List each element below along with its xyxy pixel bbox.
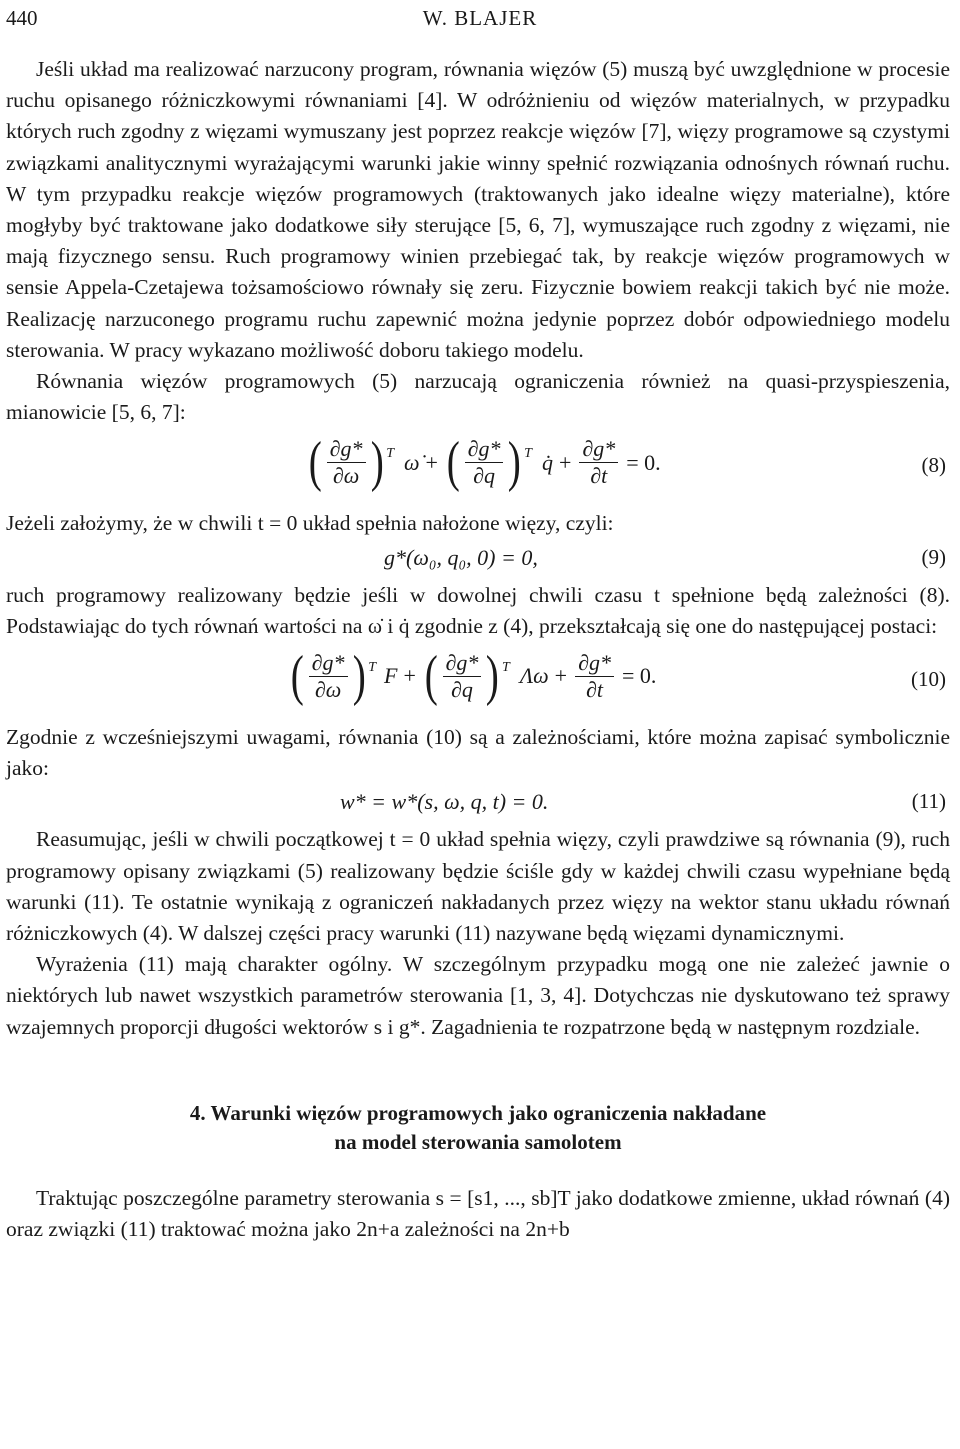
eq8-num3: ∂g* (579, 436, 618, 463)
eq8-den3: ∂t (590, 462, 608, 488)
equation-11 (6, 784, 950, 824)
running-header (6, 6, 954, 36)
equation-10-number: (10) (911, 667, 946, 692)
eq10-var2: Λω (519, 663, 549, 689)
eq10-den3: ∂t (586, 676, 604, 702)
eq8-var2: q̇ (541, 449, 553, 475)
eq10-num3: ∂g* (575, 650, 614, 677)
eq10-den1: ∂ω (314, 676, 342, 702)
section-heading (6, 1099, 950, 1157)
equation-10 (6, 642, 950, 722)
eq8-exp2: T (524, 446, 532, 462)
equation-9-number: (9) (921, 544, 946, 569)
eq8-rhs: = 0. (626, 449, 661, 475)
eq8-plus2: + (558, 449, 572, 475)
eq8-num2: ∂g* (465, 436, 504, 463)
equation-8 (6, 428, 950, 508)
eq10-plus1: + (403, 663, 416, 689)
paragraph-6: Reasumując, jeśli w chwili początkowej t = 0 układ spełnia więzy, czyli prawdziwe są równania (9), ruch programowy opisany związkami (5) realizowany będzie ściśle gdy w każdej chwili czasu wypełniane będą warunki (11). Te ostatnie wynikają z ograniczeń nakładanych przez więzy na wektor stanu układu równań różniczkowych (4). W dalszej części pracy warunki (11) nazywane będą więzami dynamicznymi. (6, 827, 950, 946)
eq10-var1: F (383, 663, 398, 689)
page-number: 440 (6, 6, 38, 30)
section-heading-line-1: 4. Warunki więzów programowych jako ograniczenia nakładane (189, 1100, 767, 1125)
eq10-num1: ∂g* (309, 650, 348, 677)
eq8-var1: ω̇ (403, 449, 420, 475)
paragraph-1: Jeśli układ ma realizować narzucony program, równania więzów (5) muszą być uwzględnione w procesie ruchu opisanego różniczkowymi równaniami [4]. W odróżnieniu od więzów materialnych, w przypadku których ruch zgodny z więzami wymuszany jest poprzez reakcje więzów [7], więzy programowe są czystymi związkami analitycznymi wyrażającymi warunki jakie winny spełnić rozwiązania odnośnych równań ruchu. W tym przypadku reakcje więzów programowych (traktowanych jako idealne więzy materialne), które mogłyby być traktowane jako dodatkowe siły sterujące [5, 6, 7], wymuszające ruch zgodny z więzami, nie mają fizycznego sensu. Ruch programowy winien przebiegać tak, by reakcje więzów programowych w sensie Appela-Czetajewa tożsamościowo równały się zeru. Fizycznie bowiem reakcji takich być nie może. Realizację narzuconego programu ruchu zapewnić można jedynie poprzez dobór odpowiedniego modelu sterowania. W pracy wykazano możliwość doboru takiego modelu. (6, 57, 950, 362)
equation-8-number: (8) (921, 453, 946, 478)
equation-11-body: w* = w*(s, ω, q, t) = 0. (340, 789, 549, 815)
section-heading-line-2: na model sterowania samolotem (334, 1129, 622, 1154)
eq10-den2: ∂q (451, 676, 473, 702)
equation-10-body: ( $\frac{\partial g*}{\partial\omega}$ ) T F + ( $\frac{\partial g*}{\partial q}$ ) T Λω + $\frac{\partial g*}{\partial t}$ = 0. (290, 645, 657, 708)
running-head-author: W. BLAJER (422, 6, 538, 30)
paragraph-3: Jeżeli założymy, że w chwili t = 0 układ spełnia nałożone więzy, czyli: (6, 511, 614, 536)
paragraph-8: Traktując poszczególne parametry sterowania s = [s1, ..., sb]T jako dodatkowe zmienne, układ równań (4) oraz związki (11) traktować można jako 2n+a zależności na 2n+b (6, 1185, 950, 1242)
eq10-rhs: = 0. (621, 663, 657, 689)
equation-9 (6, 540, 950, 580)
eq8-plus1: + (425, 449, 438, 475)
eq8-den2: ∂q (473, 462, 495, 488)
eq10-plus2: + (554, 663, 568, 689)
paragraph-7: Wyrażenia (11) mają charakter ogólny. W szczególnym przypadku mogą one nie zależeć jawnie o niektórych lub nawet wszystkich parametrów sterowania [1, 3, 4]. Dotychczas nie dyskutowano też sprawy wzajemnych proporcji długości wektorów s i g*. Zagadnienia te rozpatrzone będą w następnym rozdziale. (6, 952, 950, 1039)
equation-11-number: (11) (911, 789, 946, 814)
equation-8-body: ( $\frac{\partial g*}{\partial\omega}$ ) T ω̇ + ( $\frac{\partial g*}{\partial q}$ ) T q̇ + $\frac{\partial g*}{\partial t}$ = 0. (308, 431, 661, 494)
eq10-num2: ∂g* (443, 650, 482, 677)
eq10-exp1: T (368, 660, 376, 676)
equation-9-body: g*(ω₀, q₀, 0) = 0, (384, 544, 538, 570)
paragraph-2: Równania więzów programowych (5) narzucają ograniczenia również na quasi-przyspieszenia, mianowicie [5, 6, 7]: (6, 369, 950, 425)
eq8-exp1: T (386, 446, 394, 462)
eq8-den1: ∂ω (332, 462, 360, 488)
body-text (6, 54, 950, 1245)
eq8-num1: ∂g* (327, 436, 366, 463)
paragraph-4: ruch programowy realizowany będzie jeśli w dowolnej chwili czasu t spełnione będą zależności (8). Podstawiając do tych równań wartości na ω̇ i q̇ zgodnie z (4), przekształcają się one do następującej postaci: (6, 582, 950, 638)
eq10-exp2: T (502, 660, 510, 676)
paragraph-5: Zgodnie z wcześniejszymi uwagami, równania (10) są a zależnościami, które można zapisać symbolicznie jako: (6, 725, 950, 781)
